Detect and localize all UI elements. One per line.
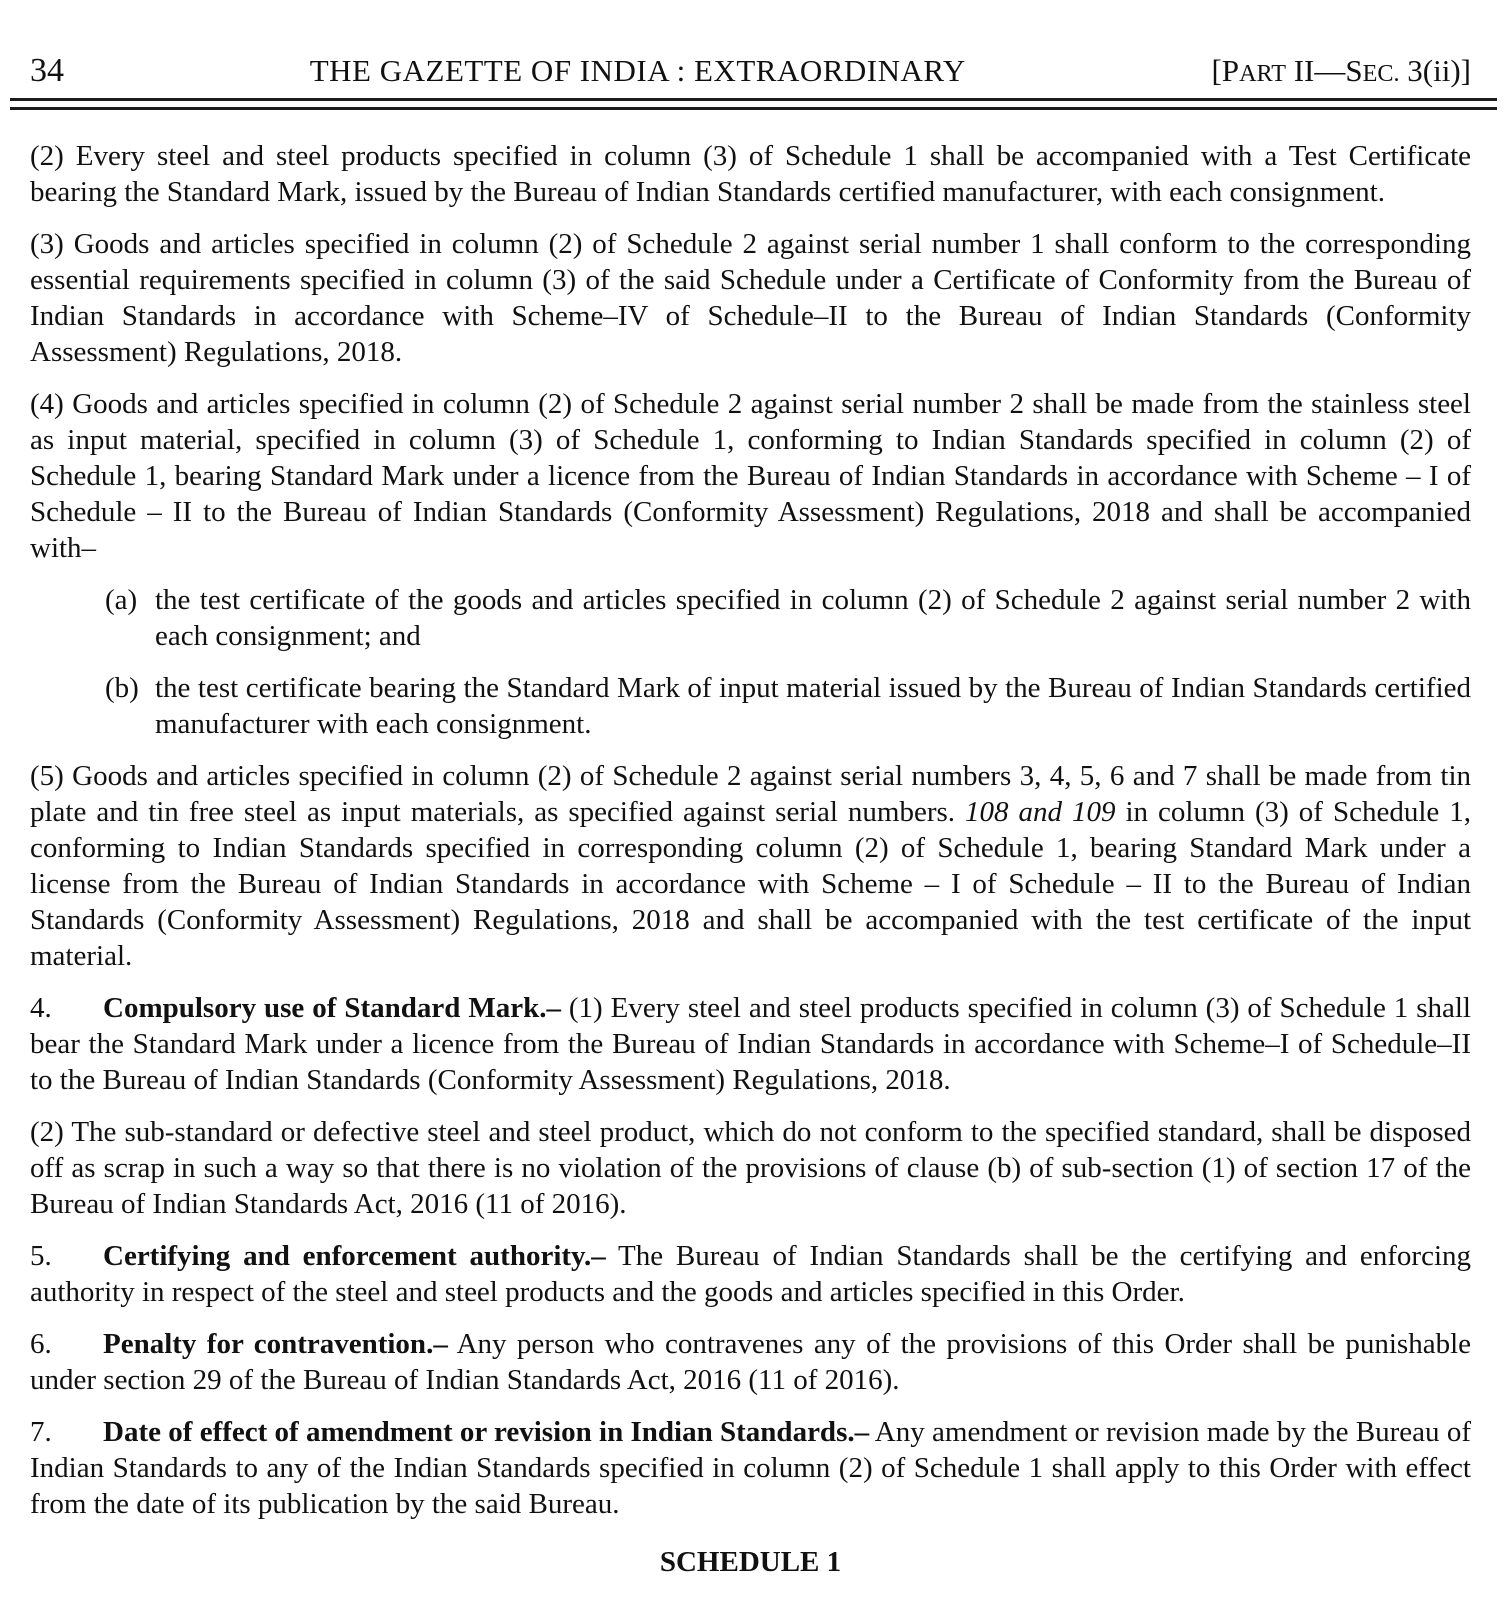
section-4-number: 4. [30, 992, 52, 1024]
paragraph-3: (3) Goods and articles specified in column (2) of Schedule 2 against serial number 1 shall conform to the corresponding essential requirements specified in column (3) of the said Schedule under a Certificate of Conformity from the Bureau of Indian Standards in accordance with Scheme–IV of Schedule–II to the Bureau of Indian Standards (Conformity Assessment) Regulations, 2018. [30, 228, 1471, 368]
list-item-b-text: the test certificate bearing the Standard Mark of input material issued by the Bureau of Indian Standards certified manufacturer with each consignment. [155, 672, 1471, 740]
section-6 [30, 1326, 1471, 1398]
section-6-number: 6. [30, 1328, 52, 1360]
paragraph-2: (2) Every steel and steel products specified in column (3) of Schedule 1 shall be accompanied with a Test Certificate bearing the Standard Mark, issued by the Bureau of Indian Standards certified manufacturer, with each consignment. [30, 140, 1471, 208]
document-body [0, 110, 1507, 1580]
section-6-text: Any person who contravenes any of the provisions of this Order shall be punishable under section 29 of the Bureau of Indian Standards Act, 2016 (11 of 2016). [30, 1328, 1472, 1396]
paragraph-5-text: in column (3) of Schedule 1, conforming to Indian Standards specified in corresponding column (2) of Schedule 1, bearing Standard Mark under a license from the Bureau of Indian Standards in accordance with Scheme – I of Schedule – II to the Bureau of Indian Standards (Conformity Assessment) Regulations, 2018 and shall be accompanied with the test certificate of the input material. [30, 796, 1471, 972]
section-5-heading: Certifying and enforcement authority.– [103, 1240, 606, 1272]
list-item-a-label: (a) [105, 584, 138, 616]
part-section-segment: II—S [1285, 53, 1363, 88]
list-item-b [105, 670, 1471, 742]
list-item-b-label: (b) [105, 672, 139, 704]
section-5-text: The Bureau of Indian Standards shall be the certifying and enforcing authority in respect of the steel and steel products and the goods and articles specified in this Order. [30, 1240, 1471, 1308]
section-7-text: Any amendment or revision made by the Bureau of Indian Standards to any of the Indian Standards specified in column (2) of Schedule 1 shall apply to this Order with effect from the date of its publication by the said Bureau. [30, 1416, 1471, 1520]
part-section-segment-smallcaps: ART [1239, 60, 1286, 87]
header-title: THE GAZETTE OF INDIA : EXTRAORDINARY [309, 53, 966, 88]
part-section-segment: 3(ii)] [1399, 53, 1471, 88]
section-5-number: 5. [30, 1240, 52, 1272]
section-7-number: 7. [30, 1416, 52, 1448]
section-4-heading: Compulsory use of Standard Mark.– [103, 992, 561, 1024]
section-6-heading: Penalty for contravention.– [103, 1328, 448, 1360]
paragraph-5-italic-serials: 108 and 109 [965, 796, 1116, 828]
page-number: 34 [30, 52, 64, 89]
page-header [0, 0, 1507, 98]
section-4 [30, 990, 1471, 1098]
header-part-section [1211, 53, 1471, 89]
list-item-a-text: the test certificate of the goods and articles specified in column (2) of Schedule 2 against serial number 2 with each consignment; and [155, 584, 1471, 652]
list-item-a [105, 582, 1471, 654]
section-5 [30, 1238, 1471, 1310]
paragraph-5-text: (5) Goods and articles specified in column (2) of Schedule 2 against serial numbers 3, 4, 5, 6 and 7 shall be made from tin plate and tin free steel as input materials, as specified against serial numbers. [30, 760, 1471, 828]
paragraph-5 [30, 758, 1471, 974]
header-divider-rule [10, 98, 1497, 110]
section-7 [30, 1414, 1471, 1522]
part-section-segment-smallcaps: EC. [1362, 60, 1400, 87]
section-4-text: (1) Every steel and steel products specified in column (3) of Schedule 1 shall bear the Standard Mark under a licence from the Bureau of Indian Standards in accordance with Scheme–I of Schedule–II to the Bureau of Indian Standards (Conformity Assessment) Regulations, 2018. [30, 992, 1471, 1096]
paragraph-4: (4) Goods and articles specified in column (2) of Schedule 2 against serial number 2 shall be made from the stainless steel as input material, specified in column (3) of Schedule 1, conforming to Indian Standards specified in column (2) of Schedule 1, bearing Standard Mark under a licence from the Bureau of Indian Standards in accordance with Scheme – I of Schedule – II to the Bureau of Indian Standards (Conformity Assessment) Regulations, 2018 and shall be accompanied with– [30, 388, 1471, 564]
section-4-paragraph-2: (2) The sub-standard or defective steel and steel product, which do not conform to the specified standard, shall be disposed off as scrap in such a way so that there is no violation of the provisions of clause (b) of sub-section (1) of section 17 of the Bureau of Indian Standards Act, 2016 (11 of 2016). [30, 1116, 1471, 1220]
section-7-heading: Date of effect of amendment or revision in Indian Standards.– [103, 1416, 870, 1448]
schedule-1-heading: SCHEDULE 1 [659, 1546, 842, 1578]
part-section-segment: [P [1211, 53, 1240, 88]
